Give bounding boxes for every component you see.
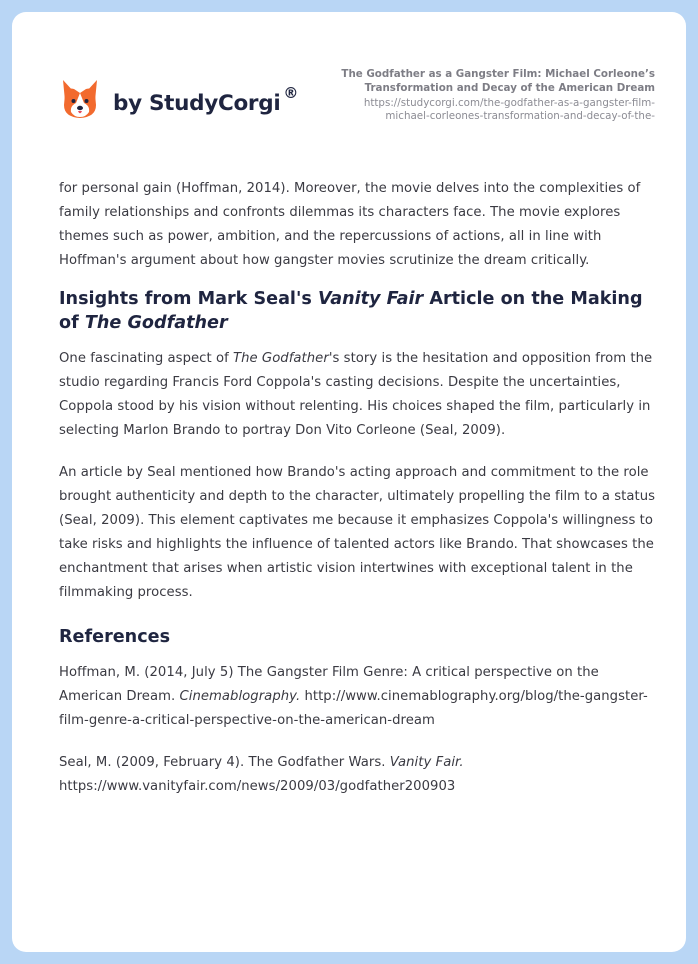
document-url-line-2[interactable]: michael-corleones-transformation-and-decay-of-the- — [385, 110, 655, 122]
reference-hoffman: Hoffman, M. (2014, July 5) The Gangster Film Genre: A critical perspective on the American Dream. Cinemablography. http://www.cinemablography.org/blog/the-gangster-film-genre-a-critical-perspective-on-the-american-dream — [59, 665, 648, 728]
reference-seal: Seal, M. (2009, February 4). The Godfather Wars. Vanity Fair. https://www.vanityfair.com/news/2009/03/godfather200903 — [59, 755, 464, 794]
paragraph-casting: One fascinating aspect of The Godfather's story is the hesitation and opposition from the studio regarding Francis Ford Coppola's casting decisions. Despite the uncertainties, Coppola stood by his vision without relenting. His choices shaped the film, particularly in selecting Marlon Brando to portray Don Vito Corleone (Seal, 2009). — [59, 351, 653, 438]
registered-mark: ® — [283, 83, 299, 102]
corgi-logo-icon — [60, 77, 100, 121]
document-title: The Godfather as a Gangster Film: Michael Corleone’s Transformation and Decay of the American Dream — [341, 68, 655, 94]
document-url[interactable] — [325, 97, 655, 123]
intro-paragraph: for personal gain (Hoffman, 2014). Moreover, the movie delves into the complexities of family relationships and confronts dilemmas its characters face. The movie explores themes such as power, ambition, and the repercussions of actions, all in line with Hoffman's argument about how gangster movies scrutinize the dream critically. — [59, 181, 641, 268]
references-heading: References — [59, 627, 171, 647]
article-content — [59, 177, 659, 799]
document-page — [12, 12, 686, 952]
paragraph-brando: An article by Seal mentioned how Brando's acting approach and commitment to the role brought authenticity and depth to the character, ultimately propelling the film to a status (Seal, 2009). This element captivates me because it emphasizes Coppola's willingness to take risks and highlights the influence of talented actors like Brando. That showcases the enchantment that arises when artistic vision intertwines with exceptional talent in the filmmaking process. — [59, 465, 656, 600]
document-meta — [325, 67, 655, 123]
document-url-line-1[interactable]: https://studycorgi.com/the-godfather-as-a-gangster-film- — [363, 97, 655, 109]
studycorgi-logo[interactable] — [60, 77, 298, 121]
section-heading: Insights from Mark Seal's Vanity Fair Article on the Making of The Godfather — [59, 289, 643, 333]
brand-name: by StudyCorgi ® — [113, 83, 299, 117]
